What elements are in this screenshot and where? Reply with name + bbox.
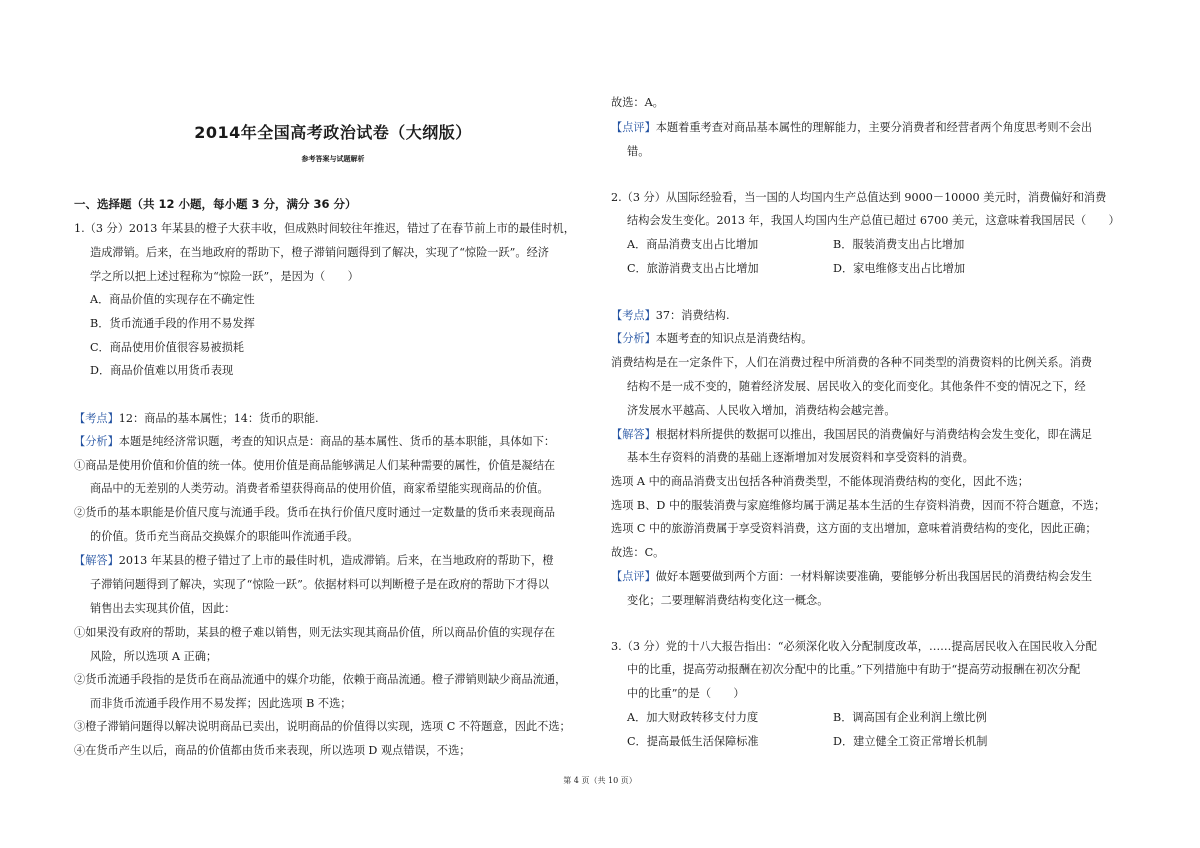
q2-kaodian	[611, 309, 730, 323]
q2-fenxi	[611, 332, 812, 346]
q1-fenxi-line: ①商品是使用价值和价值的统一体。使用价值是商品能够满足人们某种需要的属性，价值是凝结在	[74, 459, 556, 472]
q2-jieda	[611, 428, 1092, 442]
q1-option-b: B．货币流通手段的作用不易发挥	[90, 317, 255, 330]
q1-jieda-line: ②货币流通手段指的是货币在商品流通中的媒介功能，依赖于商品流通。橙子滞销则缺少商品流通，	[74, 673, 567, 686]
dianping-tag: 【点评】	[611, 121, 656, 134]
q2-jieda-line: 选项 A 中的商品消费支出包括各种消费类型，不能体现消费结构的变化，因此不选；	[611, 475, 1029, 488]
fenxi-tag: 【分析】	[611, 332, 656, 345]
q1-jieda-line: ①如果没有政府的帮助，某县的橙子难以销售，则无法实现其商品价值，所以商品价值的实现存在	[74, 626, 556, 639]
dianping-tag: 【点评】	[611, 570, 656, 583]
q1-stem-line: 学之所以把上述过程称为“惊险一跃”，是因为（ ）	[90, 270, 359, 283]
q1-option-c: C．商品使用价值很容易被损耗	[90, 341, 244, 354]
fenxi-text: 本题考查的知识点是消费结构。	[655, 332, 813, 345]
q2-answer: 故选：C。	[611, 546, 665, 559]
q2-option-d: D．家电维修支出占比增加	[833, 262, 966, 275]
q2-jieda-line: 基本生存资料的消费的基础上逐渐增加对发展资料和享受资料的消费。	[627, 451, 974, 464]
kaodian-tag: 【考点】	[74, 412, 119, 425]
jieda-tag: 【解答】	[74, 554, 119, 567]
page-footer: 第 4 页（共 10 页）	[563, 776, 637, 785]
q1-jieda-line: 风险，所以选项 A 正确；	[90, 650, 218, 663]
jieda-tag: 【解答】	[611, 428, 656, 441]
q2-jieda-line: 选项 C 中的旅游消费属于享受资料消费，这方面的支出增加，意味着消费结构的变化，因此正确；	[611, 522, 1097, 535]
dianping-text: 做好本题要做到两个方面：一材料解读要准确，要能够分析出我国居民的消费结构会发生	[655, 570, 1093, 583]
q3-option-c: C．提高最低生活保障标准	[627, 735, 759, 748]
q2-dianping	[611, 570, 1092, 584]
q2-option-a: A．商品消费支出占比增加	[627, 238, 759, 251]
q1-option-d: D．商品价值难以用货币表现	[90, 364, 234, 377]
kaodian-tag: 【考点】	[611, 309, 656, 322]
q3-stem-line: 中的比重，提高劳动报酬在初次分配中的比重。”下列措施中有助于“提高劳动报酬在初次分配	[627, 663, 1081, 676]
page-subtitle: 参考答案与试题解析	[301, 155, 365, 163]
section-heading: 一、选择题（共 12 小题，每小题 3 分，满分 36 分）	[74, 197, 357, 211]
q2-option-b: B．服装消费支出占比增加	[833, 238, 965, 251]
q3-option-b: B．调高国有企业利润上缴比例	[833, 711, 987, 724]
q2-dianping-line: 变化；二要理解消费结构变化这一概念。	[627, 594, 829, 607]
q1-fenxi	[74, 435, 555, 449]
q1-fenxi-line: 商品中的无差别的人类劳动。消费者希望获得商品的使用价值，商家希望能实现商品的价值。	[90, 482, 549, 495]
q3-stem-line: 中的比重”的是（ ）	[627, 687, 745, 700]
q2-stem-line: 结构会发生变化。2013 年，我国人均国内生产总值已超过 6700 美元，这意味着我国居民（ ）	[627, 214, 1120, 227]
q2-fenxi-line: 结构不是一成不变的，随着经济发展、居民收入的变化而变化。其他条件不变的情况之下，经	[627, 380, 1086, 393]
q1-jieda-line: ④在货币产生以后，商品的价值都由货币来表现，所以选项 D 观点错误，不选；	[74, 744, 471, 757]
q2-stem-line: 2.（3 分）从国际经验看，当一国的人均国内生产总值达到 9000－10000 美元时，消费偏好和消费	[611, 191, 1107, 204]
q3-option-d: D．建立健全工资正常增长机制	[833, 735, 988, 748]
q1-jieda-line: ③橙子滞销问题得以解决说明商品已卖出，说明商品的价值得以实现，选项 C 不符题意，因此不选；	[74, 720, 571, 733]
q2-option-c: C．旅游消费支出占比增加	[627, 262, 759, 275]
q2-fenxi-line: 消费结构是在一定条件下，人们在消费过程中所消费的各种不同类型的消费资料的比例关系。消费	[611, 356, 1093, 369]
q2-fenxi-line: 济发展水平越高、人民收入增加，消费结构会越完善。	[627, 404, 896, 417]
page-title: 2014年全国高考政治试卷（大纲版）	[194, 123, 472, 142]
q3-stem-line: 3.（3 分）党的十八大报告指出：“必须深化收入分配制度改革，……提高居民收入在国民收入分配	[611, 640, 1097, 653]
q1-jieda-line: 销售出去实现其价值，因此：	[90, 602, 236, 615]
q1-jieda	[74, 554, 554, 568]
dianping-text: 本题着重考查对商品基本属性的理解能力，主要分消费者和经营者两个角度思考则不会出	[655, 121, 1093, 134]
fenxi-tag: 【分析】	[74, 435, 119, 448]
q1-stem-line: 1.（3 分）2013 年某县的橙子大获丰收，但成熟时间较往年推迟，错过了在春节前上市的最佳时机，	[74, 222, 575, 235]
q1-fenxi-line: 的价值。货币充当商品交换媒介的职能叫作流通手段。	[90, 530, 359, 543]
q2-jieda-line: 选项 B、D 中的服装消费与家庭维修均属于满足基本生活的生存资料消费，因而不符合题意，不选；	[611, 499, 1106, 512]
q1-fenxi-line: ②货币的基本职能是价值尺度与流通手段。货币在执行价值尺度时通过一定数量的货币来表现商品	[74, 506, 556, 519]
q3-option-a: A．加大财政转移支付力度	[627, 711, 759, 724]
q1-option-a: A．商品价值的实现存在不确定性	[90, 293, 255, 306]
kaodian-text: 37：消费结构.	[655, 309, 730, 322]
jieda-text: 2013 年某县的橙子错过了上市的最佳时机，造成滞销。后来，在当地政府的帮助下，橙	[118, 554, 554, 567]
q1-dianping	[611, 121, 1092, 135]
q1-dianping-line: 错。	[627, 145, 650, 158]
jieda-text: 根据材料所提供的数据可以推出，我国居民的消费偏好与消费结构会发生变化，即在满足	[655, 428, 1093, 441]
q1-kaodian	[74, 412, 319, 426]
fenxi-text: 本题是纯经济常识题，考查的知识点是：商品的基本属性、货币的基本职能，具体如下：	[118, 435, 556, 448]
q1-answer: 故选：A。	[611, 96, 664, 109]
q1-jieda-line: 子滞销问题得到了解决，实现了“惊险一跃”。依据材料可以判断橙子是在政府的帮助下才得以	[90, 578, 549, 591]
q1-stem-line: 造成滞销。后来，在当地政府的帮助下，橙子滞销问题得到了解决，实现了“惊险一跃”。经济	[90, 246, 549, 259]
kaodian-text: 12：商品的基本属性；14：货币的职能.	[118, 412, 319, 425]
q1-jieda-line: 而非货币流通手段作用不易发挥；因此选项 B 不选；	[90, 697, 352, 710]
